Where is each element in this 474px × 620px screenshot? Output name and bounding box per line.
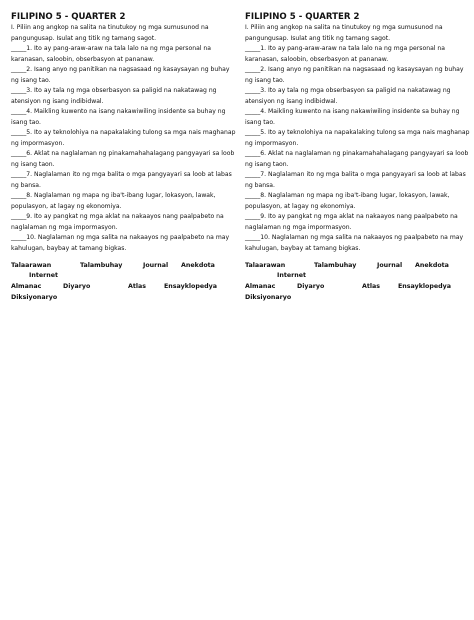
item-4: _____4. Maikling kuwento na isang nakawiwiling insidente sa buhay ng isang tao. bbox=[11, 108, 226, 126]
choice-ensayklopedya: Ensayklopedya bbox=[398, 283, 452, 290]
choice-anekdota: Anekdota bbox=[181, 262, 215, 269]
choices-box bbox=[11, 260, 236, 306]
item-4: _____4. Maikling kuwento na isang nakawiwiling insidente sa buhay ng isang tao. bbox=[245, 108, 460, 126]
choice-atlas: Atlas bbox=[362, 283, 381, 290]
item-5: _____5. Ito ay teknolohiya na napakalaking tulong sa mga nais maghanap ng impormasyon. bbox=[11, 129, 236, 147]
item-7: _____7. Naglalaman ito ng mga balita o mga pangyayari sa loob at labas ng bansa. bbox=[245, 171, 466, 189]
worksheet-left bbox=[11, 12, 236, 306]
item-6: _____6. Aklat na naglalaman ng pinakamahahalagang pangyayari sa loob ng isang taon. bbox=[11, 150, 235, 168]
instruction: I. Piliin ang angkop na salita na tinutukoy ng mga sumusunod na pangungusap. Isulat ang titik ng tamang sagot. bbox=[245, 24, 443, 42]
instruction: I. Piliin ang angkop na salita na tinutukoy ng mga sumusunod na pangungusap. Isulat ang titik ng tamang sagot. bbox=[11, 24, 209, 42]
choice-talambuhay: Talambuhay bbox=[314, 262, 357, 269]
item-7: _____7. Naglalaman ito ng mga balita o mga pangyayari sa loob at labas ng bansa. bbox=[11, 171, 232, 189]
choice-diksiyonaryo: Diksiyonaryo bbox=[245, 294, 292, 301]
item-10: _____10. Naglalaman ng mga salita na nakaayos ng paalpabeto na may kahulugan, baybay at tamang bigkas. bbox=[11, 234, 230, 252]
choices-box bbox=[245, 260, 470, 306]
item-2: _____2. Isang anyo ng panitikan na nagsasaad ng kasaysayan ng buhay ng isang tao. bbox=[11, 66, 230, 84]
choice-talaarawan: Talaarawan bbox=[245, 262, 286, 269]
choice-diyaryo: Diyaryo bbox=[63, 283, 91, 290]
choice-diyaryo: Diyaryo bbox=[297, 283, 325, 290]
item-1: _____1. Ito ay pang-araw-araw na tala lalo na ng mga personal na karanasan, saloobin, obserbasyon at pananaw. bbox=[245, 45, 446, 63]
item-2: _____2. Isang anyo ng panitikan na nagsasaad ng kasaysayan ng buhay ng isang tao. bbox=[245, 66, 464, 84]
item-1: _____1. Ito ay pang-araw-araw na tala lalo na ng mga personal na karanasan, saloobin, obserbasyon at pananaw. bbox=[11, 45, 212, 63]
choice-internet: Internet bbox=[29, 272, 58, 279]
item-8: _____8. Naglalaman ng mapa ng iba't-ibang lugar, lokasyon, lawak, populasyon, at lagay ng ekonomiya. bbox=[11, 192, 216, 210]
choice-journal: Journal bbox=[143, 262, 169, 269]
choice-diksiyonaryo: Diksiyonaryo bbox=[11, 294, 58, 301]
choice-journal: Journal bbox=[377, 262, 403, 269]
choice-atlas: Atlas bbox=[128, 283, 147, 290]
choice-talaarawan: Talaarawan bbox=[11, 262, 52, 269]
worksheet-title: FILIPINO 5 - QUARTER 2 bbox=[245, 12, 360, 22]
item-10: _____10. Naglalaman ng mga salita na nakaayos ng paalpabeto na may kahulugan, baybay at tamang bigkas. bbox=[245, 234, 464, 252]
item-5: _____5. Ito ay teknolohiya na napakalaking tulong sa mga nais maghanap ng impormasyon. bbox=[245, 129, 470, 147]
choice-almanac: Almanac bbox=[11, 283, 42, 290]
choice-ensayklopedya: Ensayklopedya bbox=[164, 283, 218, 290]
item-9: _____9. Ito ay pangkat ng mga aklat na nakaayos nang paalpabeto na naglalaman ng mga impormasyon. bbox=[11, 213, 224, 231]
choice-internet: Internet bbox=[277, 272, 306, 279]
choice-talambuhay: Talambuhay bbox=[80, 262, 123, 269]
item-8: _____8. Naglalaman ng mapa ng iba't-ibang lugar, lokasyon, lawak, populasyon, at lagay ng ekonomiya. bbox=[245, 192, 450, 210]
item-9: _____9. Ito ay pangkat ng mga aklat na nakaayos nang paalpabeto na naglalaman ng mga impormasyon. bbox=[245, 213, 458, 231]
item-3: _____3. Ito ay tala ng mga obserbasyon sa paligid na nakatawag ng atensiyon ng isang indibidwal. bbox=[11, 87, 217, 105]
worksheet-right bbox=[245, 12, 470, 306]
worksheet-title: FILIPINO 5 - QUARTER 2 bbox=[11, 12, 126, 22]
choice-anekdota: Anekdota bbox=[415, 262, 449, 269]
item-6: _____6. Aklat na naglalaman ng pinakamahahalagang pangyayari sa loob ng isang taon. bbox=[245, 150, 469, 168]
item-3: _____3. Ito ay tala ng mga obserbasyon sa paligid na nakatawag ng atensiyon ng isang indibidwal. bbox=[245, 87, 451, 105]
choice-almanac: Almanac bbox=[245, 283, 276, 290]
